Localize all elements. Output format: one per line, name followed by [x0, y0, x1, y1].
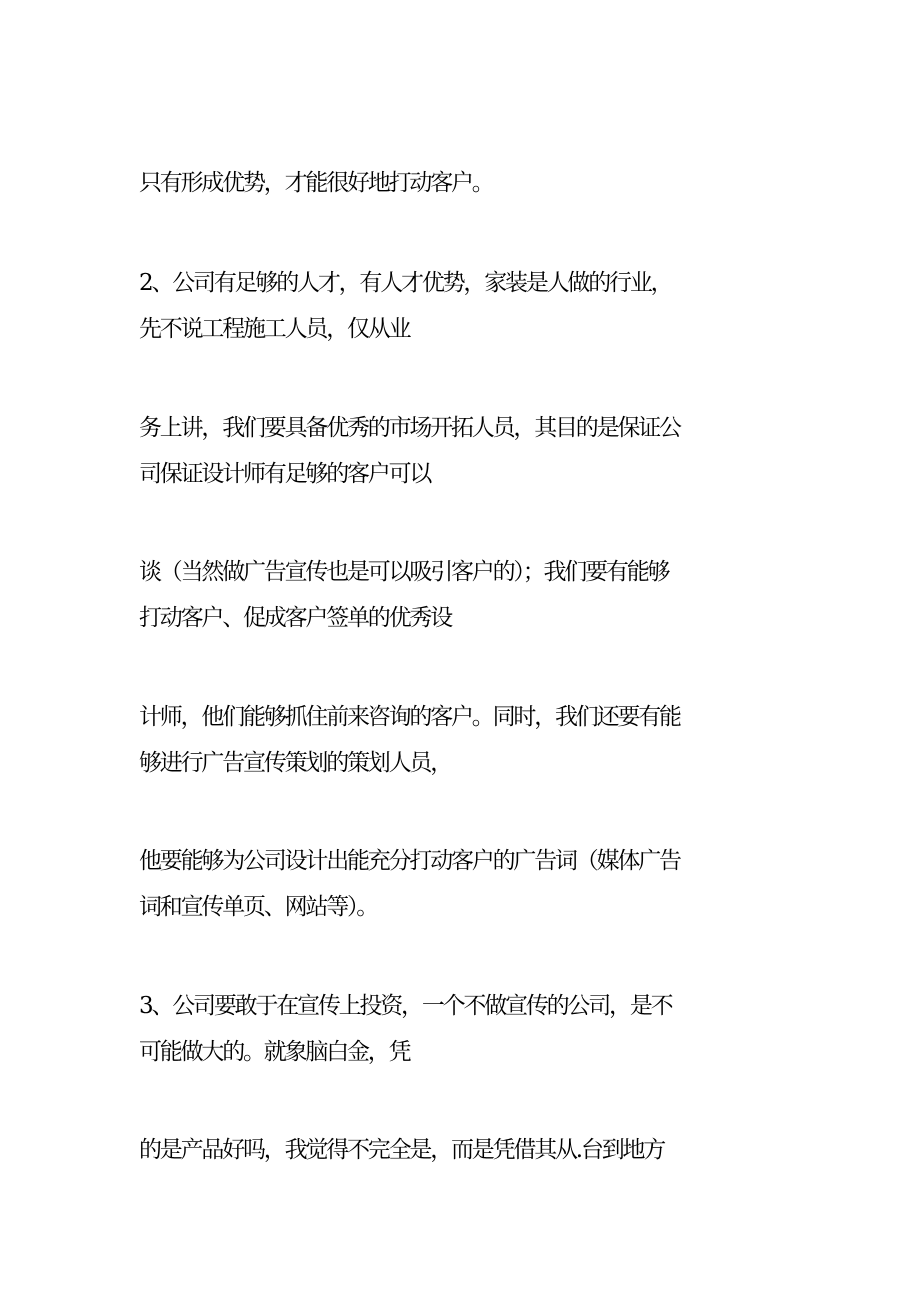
text-line-12: 3、公司要敢于在宣传上投资，一个不做宣传的公司，是不: [139, 993, 672, 1019]
text-line-13: 可能做大的。就象脑白金，凭: [139, 1039, 410, 1065]
text-line-3: 先不说工程施工人员，仅从业: [139, 316, 410, 342]
text-line-4: 务上讲，我们要具备优秀的市场开拓人员，其目的是保证公: [139, 415, 680, 441]
text-line-14: 的是产品好吗，我觉得不完全是，而是凭借其从.台到地方: [139, 1137, 665, 1163]
text-line-10: 他要能够为公司设计出能充分打动客户的广告词（媒体广告: [139, 848, 680, 874]
text-line-7: 打动客户、促成客户签单的优秀设: [139, 605, 452, 631]
text-line-5: 司保证设计师有足够的客户可以: [139, 461, 431, 487]
text-line-2: 2、公司有足够的人才，有人才优势，家装是人做的行业，: [139, 270, 672, 296]
text-line-9: 够进行广告宣传策划的策划人员，: [139, 750, 452, 776]
text-line-8: 计师，他们能够抓住前来咨询的客户。同时，我们还要有能: [139, 704, 680, 730]
text-line-11: 词和宣传单页、网站等）。: [139, 894, 378, 920]
text-line-6: 谈（当然做广告宣传也是可以吸引客户的）；我们要有能够: [139, 559, 669, 585]
text-line-1: 只有形成优势，才能很好地打动客户。: [139, 170, 493, 196]
